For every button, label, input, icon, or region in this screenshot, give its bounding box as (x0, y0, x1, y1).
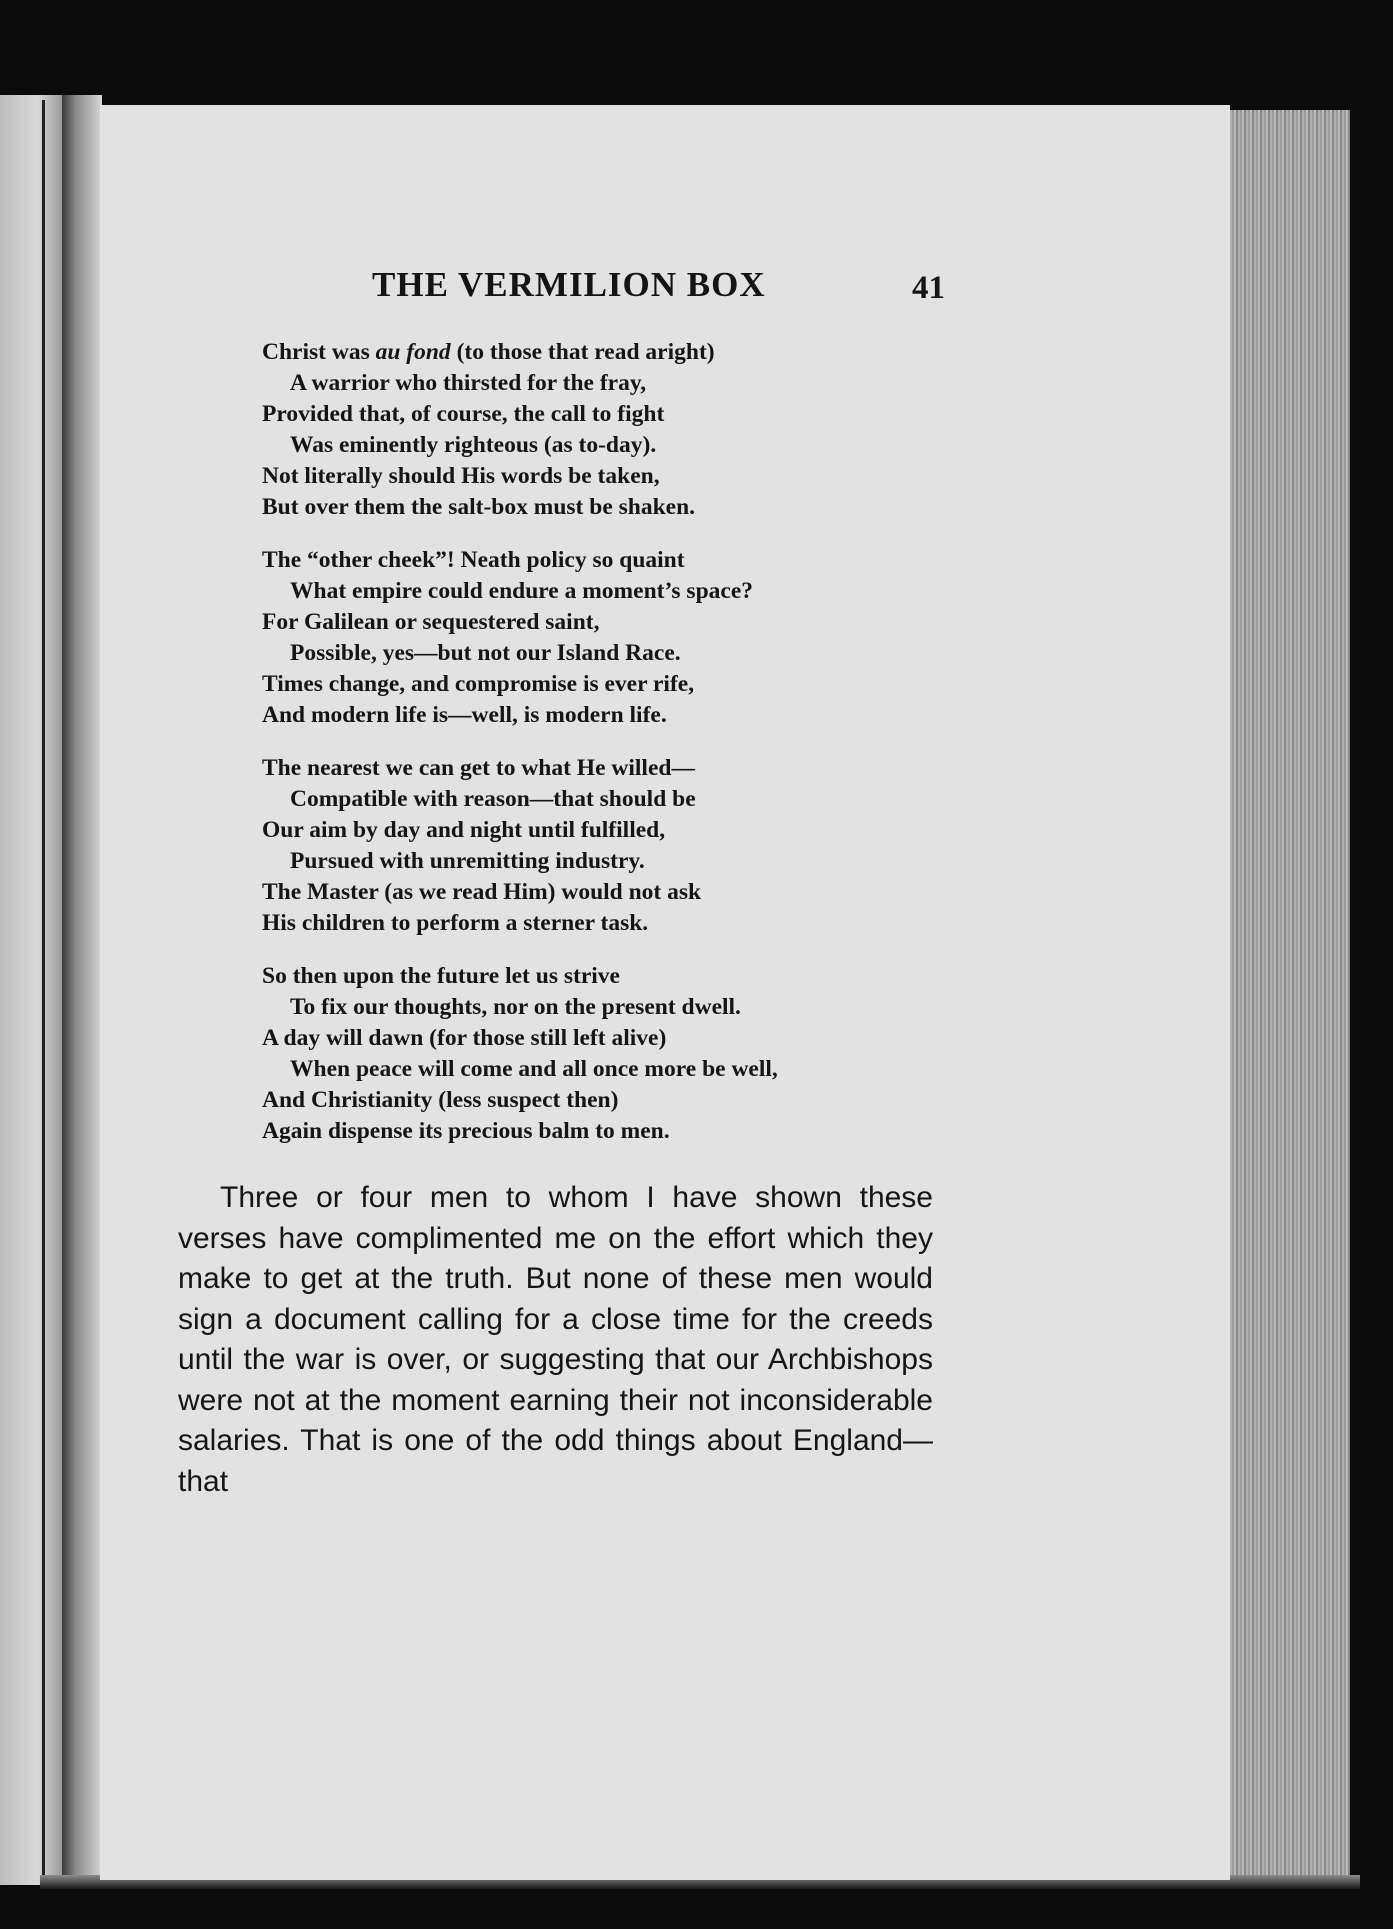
poem-line: Compatible with reason—that should be (290, 786, 696, 812)
poem-line: The “other cheek”! Neath policy so quaint (262, 547, 685, 573)
gutter-shadow (62, 95, 102, 1885)
poem-line: And Christianity (less suspect then) (262, 1087, 619, 1113)
poem-line: A day will dawn (for those still left alive) (262, 1025, 667, 1051)
poem-line: His children to perform a sterner task. (262, 910, 649, 936)
poem-stanza (262, 545, 922, 731)
poem-line: Our aim by day and night until fulfilled, (262, 817, 666, 843)
poem-line: So then upon the future let us strive (262, 963, 620, 989)
poem-line: Christ was au fond (to those that read aright) (262, 339, 715, 365)
poem-line: Again dispense its precious balm to men. (262, 1118, 670, 1144)
poem-line: For Galilean or sequestered saint, (262, 609, 600, 635)
poem-stanza (262, 337, 922, 523)
poem-line: Not literally should His words be taken, (262, 463, 660, 489)
poem (262, 337, 922, 1169)
poem-line: But over them the salt-box must be shaken. (262, 494, 696, 520)
poem-stanza (262, 753, 922, 939)
poem-line: What empire could endure a moment’s space? (290, 578, 754, 604)
poem-line: When peace will come and all once more be well, (290, 1056, 778, 1082)
poem-line: To fix our thoughts, nor on the present dwell. (290, 994, 741, 1020)
poem-line: The Master (as we read Him) would not ask (262, 879, 702, 905)
poem-line: And modern life is—well, is modern life. (262, 702, 667, 728)
running-head: THE VERMILION BOX (372, 265, 766, 304)
poem-line: Was eminently righteous (as to-day). (290, 432, 657, 458)
prose-paragraph: Three or four men to whom I have shown these verses have complimented me on the effort which they make to get at the truth. But none of these men would sign a document calling for a close time for the creeds until the war is over, or suggesting that our Archbishops were not at the moment earning their not inconsiderable salaries. That is one of the odd things about England—that (178, 1181, 933, 1498)
poem-line: A warrior who thirsted for the fray, (290, 370, 647, 396)
poem-stanza (262, 961, 922, 1147)
poem-line: Possible, yes—but not our Island Race. (290, 640, 681, 666)
poem-line: The nearest we can get to what He willed— (262, 755, 695, 781)
poem-line: Times change, and compromise is ever rife, (262, 671, 695, 697)
page-number: 41 (912, 270, 945, 306)
poem-line: Provided that, of course, the call to fight (262, 401, 665, 427)
poem-line: Pursued with unremitting industry. (290, 848, 645, 874)
facing-page-edge (0, 95, 62, 1885)
binding-line (42, 100, 45, 1880)
page-block-edges (1215, 110, 1350, 1880)
